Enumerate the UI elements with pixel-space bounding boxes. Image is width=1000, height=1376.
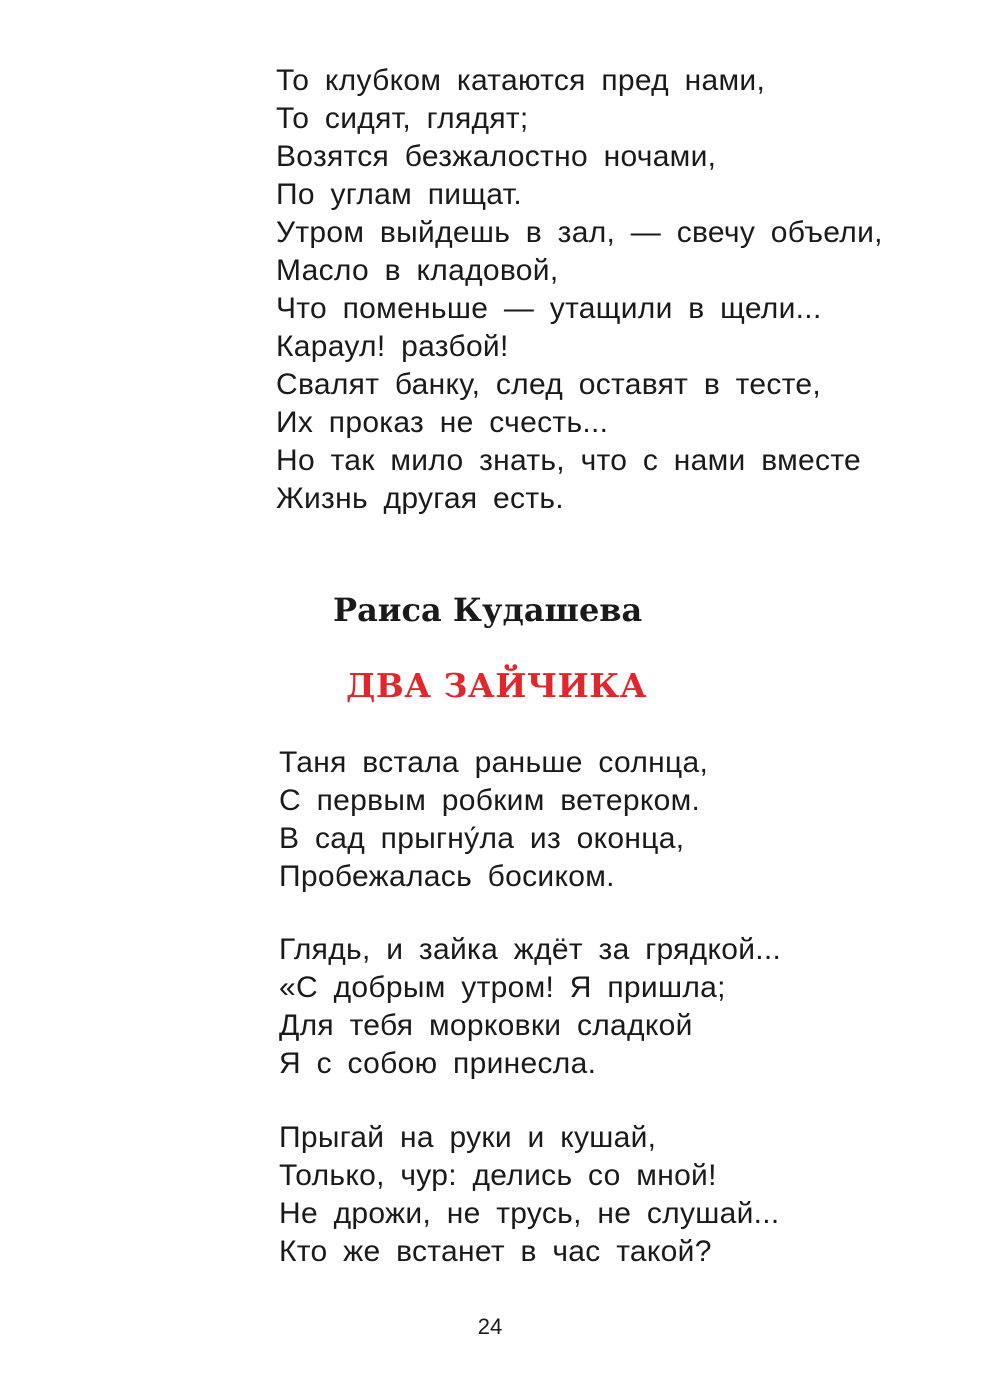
poem-line: Таня встала раньше солнца, bbox=[279, 746, 709, 779]
poem-stanza bbox=[279, 1119, 780, 1271]
poem-line: Не дрожи, не трусь, не слушай... bbox=[279, 1197, 780, 1230]
poem-stanza bbox=[279, 931, 781, 1083]
poem-line: Что поменьше — утащили в щели... bbox=[276, 292, 822, 325]
poem-line: Возятся безжалостно ночами, bbox=[276, 140, 717, 173]
poem-line: Свалят банку, след оставят в тесте, bbox=[276, 368, 821, 401]
poem-line: То клубком катаются пред нами, bbox=[276, 64, 766, 97]
poem-stanza bbox=[279, 744, 708, 896]
poem-line: С первым робким ветерком. bbox=[279, 784, 701, 817]
poem-line: Прыгай на руки и кушай, bbox=[279, 1121, 657, 1154]
poem-line: Но так мило знать, что с нами вместе bbox=[276, 444, 862, 477]
poem-line: Масло в кладовой, bbox=[276, 254, 559, 287]
poem-line: Жизнь другая есть. bbox=[276, 482, 564, 515]
poem-line: Глядь, и зайка ждёт за грядкой... bbox=[279, 933, 782, 966]
poem-line: «С добрым утром! Я пришла; bbox=[279, 971, 726, 1004]
poem-line: В сад прыгну́ла из оконца, bbox=[279, 822, 685, 855]
poem-line: По углам пищат. bbox=[276, 178, 522, 211]
poem-title: ДВА ЗАЙЧИКА bbox=[346, 666, 648, 705]
poem-author: Раиса Кудашева bbox=[333, 591, 643, 629]
poem-line: Только, чур: делись со мной! bbox=[279, 1159, 717, 1192]
poem-line: Караул! разбой! bbox=[276, 330, 509, 363]
poem-line: Кто же встанет в час такой? bbox=[279, 1235, 712, 1268]
poem-line: Утром выйдешь в зал, — свечу объели, bbox=[276, 216, 883, 249]
poem-line: То сидят, глядят; bbox=[276, 102, 529, 135]
poem-line: Пробежалась босиком. bbox=[279, 860, 615, 893]
previous-poem-ending bbox=[276, 62, 883, 518]
poem-line: Для тебя морковки сладкой bbox=[279, 1009, 693, 1042]
page-number: 24 bbox=[477, 1314, 503, 1339]
poem-line: Их проказ не счесть... bbox=[276, 406, 609, 439]
poem-line: Я с собою принесла. bbox=[279, 1047, 597, 1080]
